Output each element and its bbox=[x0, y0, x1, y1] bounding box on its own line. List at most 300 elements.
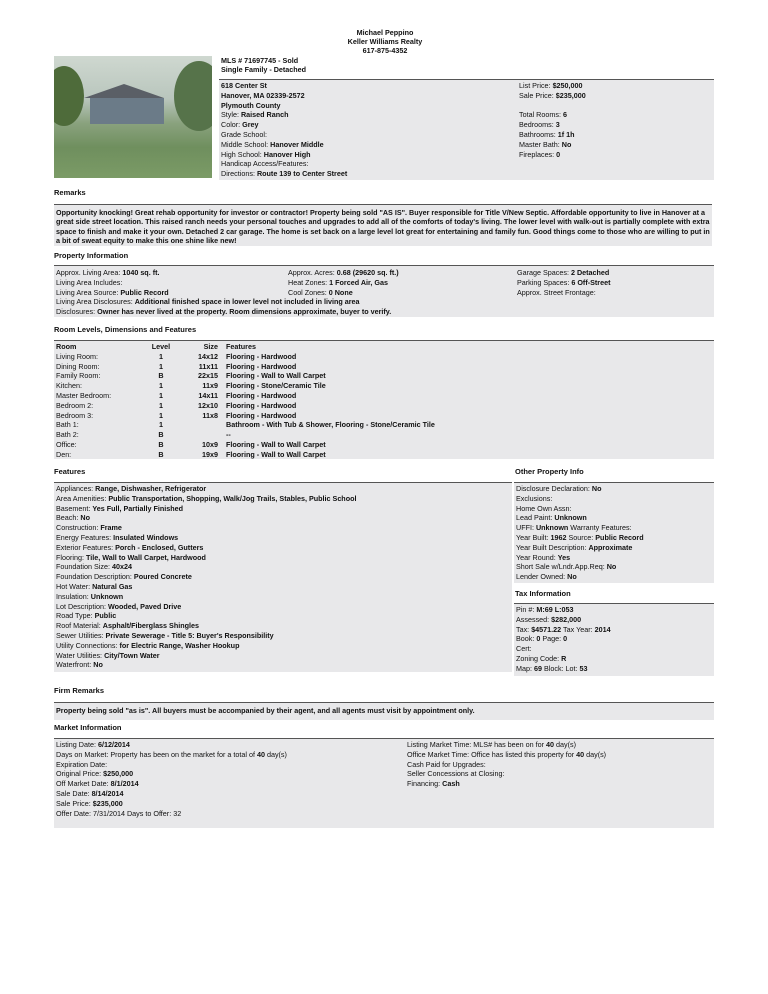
property-info-row bbox=[56, 297, 391, 307]
rooms-table-wrap bbox=[56, 342, 435, 460]
other-info-label: Year Round: bbox=[516, 552, 558, 562]
address-street: 618 Center St bbox=[221, 81, 267, 90]
other-info-row bbox=[516, 533, 644, 543]
room-size: 10x9 bbox=[202, 439, 218, 449]
detail-row bbox=[221, 169, 347, 179]
market-info-label: Days on Market: Property has been on the market for a total of bbox=[56, 749, 257, 759]
property-info-heading: Property Information bbox=[54, 251, 129, 260]
property-info-value: Public Record bbox=[120, 287, 169, 297]
market-info-label: Listing Market Time: MLS# has been on for bbox=[407, 740, 547, 749]
feature-row bbox=[56, 660, 356, 670]
detail-row bbox=[221, 130, 347, 140]
other-info-label: Year Built: bbox=[516, 532, 551, 542]
price-value: $235,000 bbox=[555, 90, 586, 100]
count-value: 3 bbox=[555, 120, 560, 130]
room-level: 1 bbox=[159, 381, 163, 391]
market-info-right bbox=[407, 740, 606, 789]
room-level: B bbox=[158, 430, 164, 440]
tax-info-list bbox=[516, 605, 611, 674]
tax-info-value: $282,000 bbox=[551, 614, 582, 624]
tax-info-row bbox=[516, 634, 611, 644]
room-size: 14x11 bbox=[198, 390, 218, 400]
other-info-value: Yes bbox=[557, 552, 571, 562]
room-features: Bathroom - With Tub & Shower, Flooring - Stone/Ceramic Tile bbox=[226, 420, 435, 430]
feature-value: Wooded, Paved Drive bbox=[107, 601, 182, 611]
count-label: Bedrooms: bbox=[519, 120, 556, 130]
property-info-label: Approx. Living Area: bbox=[56, 268, 123, 277]
property-info-value: 0 None bbox=[328, 287, 353, 297]
detail-value: Hanover High bbox=[263, 149, 311, 159]
features-list bbox=[56, 484, 356, 670]
listing-type: Single Family - Detached bbox=[221, 65, 307, 74]
address-city: Hanover, MA 02339-2572 bbox=[221, 90, 305, 100]
feature-value: Frame bbox=[100, 523, 122, 533]
feature-row bbox=[56, 513, 356, 523]
tax-info-label: Tax: bbox=[516, 624, 532, 634]
room-features: Flooring - Wall to Wall Carpet bbox=[226, 449, 326, 459]
feature-row bbox=[56, 562, 356, 572]
room-level: B bbox=[158, 449, 164, 459]
market-info-value: Cash bbox=[442, 779, 460, 789]
property-info-col2 bbox=[288, 268, 399, 297]
tax-info-row bbox=[516, 654, 611, 664]
agent-company: Keller Williams Realty bbox=[347, 37, 423, 46]
market-info-suffix: day(s) bbox=[584, 749, 607, 759]
other-info-row bbox=[516, 513, 644, 523]
count-label: Fireplaces: bbox=[519, 149, 557, 159]
feature-value: Tile, Wall to Wall Carpet, Hardwood bbox=[85, 552, 206, 562]
feature-label: Sewer Utilities: bbox=[56, 630, 106, 640]
room-row bbox=[56, 430, 435, 440]
details-list bbox=[221, 110, 347, 179]
market-info-suffix: day(s) bbox=[554, 740, 576, 749]
feature-row bbox=[56, 641, 356, 651]
market-info-label: Financing: bbox=[407, 779, 443, 789]
feature-label: Basement: bbox=[56, 503, 93, 513]
feature-row bbox=[56, 533, 356, 543]
room-level: 1 bbox=[159, 420, 163, 430]
room-features: Flooring - Hardwood bbox=[226, 410, 297, 420]
agent-name: Michael Peppino bbox=[356, 28, 414, 37]
room-name: Master Bedroom: bbox=[56, 390, 112, 400]
count-value: 6 bbox=[562, 110, 567, 120]
count-row bbox=[519, 120, 586, 130]
feature-row bbox=[56, 621, 356, 631]
tax-info-value: M:69 L:053 bbox=[536, 605, 574, 614]
other-info-value: Approximate bbox=[588, 542, 633, 552]
room-size: 12x10 bbox=[198, 400, 218, 410]
market-info-row bbox=[407, 779, 606, 789]
room-name: Office: bbox=[56, 439, 77, 449]
room-name: Family Room: bbox=[56, 371, 101, 381]
room-size: 19x9 bbox=[202, 449, 218, 459]
feature-label: Roof Material: bbox=[56, 621, 103, 631]
tax-info-value: R bbox=[561, 653, 567, 663]
tax-info-value: 69 bbox=[533, 663, 542, 673]
room-row bbox=[56, 440, 435, 450]
tax-info-value: 0 bbox=[563, 634, 568, 644]
mls-number: MLS # 71697745 - Sold bbox=[221, 56, 299, 65]
room-name: Kitchen: bbox=[56, 381, 82, 391]
room-features: Flooring - Hardwood bbox=[226, 351, 297, 361]
other-info-label: Warranty Features: bbox=[568, 523, 632, 533]
room-row bbox=[56, 381, 435, 391]
market-info-label: Original Price: bbox=[56, 769, 104, 779]
market-info-heading: Market Information bbox=[54, 723, 122, 732]
market-info-row bbox=[56, 779, 287, 789]
property-info-value: 2 Detached bbox=[570, 268, 610, 277]
market-info-label: Expiration Date: bbox=[56, 759, 108, 769]
counts-list bbox=[519, 110, 586, 159]
market-info-row bbox=[56, 809, 287, 819]
remarks-text: Opportunity knocking! Great rehab opportunity for investor or contractor! Property being sold "AS IS". Buyer responsible for Title V/New Septic. Affordable opportunity to live in Hanover at a great side street location. This raised ranch needs your personal touches and upgrades to add all of the comforts of today's living. The lower level with walk-out is partially complete with extra space to finish and make it your own. Detached 2 car garage. The home is set back on a large level lot great for entertaining and family fun. Good things come to those who are willing to put in a bit of sweat equity to make this one shine like new! bbox=[54, 204, 712, 246]
room-features: Flooring - Hardwood bbox=[226, 361, 297, 371]
price-value: $250,000 bbox=[552, 81, 583, 90]
property-info-label: Garage Spaces: bbox=[517, 268, 571, 277]
rooms-col-size: Size bbox=[203, 342, 218, 351]
property-info-row bbox=[56, 278, 169, 288]
room-size: 11x11 bbox=[198, 361, 218, 371]
other-info-value: No bbox=[591, 484, 602, 493]
feature-row bbox=[56, 523, 356, 533]
tax-info-value: 2014 bbox=[594, 624, 611, 634]
market-info-row bbox=[56, 750, 287, 760]
tax-info-label: Page: bbox=[540, 634, 564, 644]
room-row bbox=[56, 411, 435, 421]
price-block bbox=[519, 81, 586, 159]
tax-info-label: Zoning Code: bbox=[516, 653, 562, 663]
feature-row bbox=[56, 611, 356, 621]
room-name: Living Room: bbox=[56, 351, 98, 361]
room-row bbox=[56, 391, 435, 401]
feature-value: Poured Concrete bbox=[133, 572, 192, 582]
room-row bbox=[56, 371, 435, 381]
feature-label: Appliances: bbox=[56, 484, 96, 493]
property-info-row bbox=[288, 288, 399, 298]
property-info-label: Approx. Street Frontage: bbox=[517, 287, 596, 297]
room-row bbox=[56, 420, 435, 430]
market-info-label: Seller Concessions at Closing: bbox=[407, 769, 505, 779]
feature-row bbox=[56, 504, 356, 514]
other-info-value: Unknown bbox=[554, 513, 587, 523]
rooms-col-level: Level bbox=[151, 342, 171, 351]
other-info-value: No bbox=[606, 562, 617, 572]
market-info-value: $250,000 bbox=[103, 769, 134, 779]
market-info-row bbox=[407, 760, 606, 770]
market-info-row bbox=[56, 789, 287, 799]
feature-row bbox=[56, 494, 356, 504]
detail-label: Handicap Access/Features: bbox=[221, 159, 309, 169]
property-info-value: 1 Forced Air, Gas bbox=[329, 277, 389, 287]
market-info-label: Listing Date: bbox=[56, 740, 98, 749]
price-label: Sale Price: bbox=[519, 90, 556, 100]
market-info-label: Offer Date: 7/31/2014 Days to Offer: 32 bbox=[56, 808, 182, 818]
other-info-value: 1962 bbox=[550, 532, 567, 542]
market-info-value: 6/12/2014 bbox=[97, 740, 130, 749]
rooms-table bbox=[56, 342, 435, 460]
count-value: 1f 1h bbox=[557, 129, 575, 139]
room-name: Dining Room: bbox=[56, 361, 100, 371]
tax-info-value: $4571.22 bbox=[531, 624, 562, 634]
room-features: Flooring - Wall to Wall Carpet bbox=[226, 371, 326, 381]
room-level: B bbox=[158, 371, 164, 381]
room-level: 1 bbox=[159, 361, 163, 371]
feature-row bbox=[56, 572, 356, 582]
property-info-row bbox=[56, 307, 391, 317]
other-info-label: Exclusions: bbox=[516, 493, 553, 503]
room-size bbox=[174, 420, 226, 430]
other-info-row bbox=[516, 543, 644, 553]
other-info-value: Public Record bbox=[595, 532, 644, 542]
tax-info-label: Book: bbox=[516, 634, 537, 644]
detail-value: Raised Ranch bbox=[240, 110, 289, 120]
other-info-label: UFFI: bbox=[516, 523, 536, 533]
other-info-row bbox=[516, 484, 644, 494]
property-info-row bbox=[56, 288, 169, 298]
rooms-col-features: Features bbox=[226, 342, 256, 351]
market-info-value: 40 bbox=[256, 749, 265, 759]
market-info-row bbox=[56, 799, 287, 809]
market-info-label: Sale Price: bbox=[56, 798, 93, 808]
feature-label: Insulation: bbox=[56, 591, 91, 601]
feature-value: City/Town Water bbox=[104, 650, 160, 660]
property-info-row bbox=[517, 288, 610, 298]
property-info-row bbox=[517, 278, 610, 288]
room-size: 22x15 bbox=[198, 371, 218, 381]
feature-value: Natural Gas bbox=[92, 581, 133, 591]
property-info-value: Additional finished space in lower level not included in living area bbox=[134, 297, 360, 306]
tax-info-label: Tax Year: bbox=[561, 624, 595, 634]
tax-info-heading: Tax Information bbox=[515, 589, 571, 598]
count-row bbox=[519, 140, 586, 150]
market-info-row bbox=[56, 740, 287, 750]
tax-info-row bbox=[516, 644, 611, 654]
feature-row bbox=[56, 592, 356, 602]
market-info-label: Sale Date: bbox=[56, 788, 92, 798]
property-info-row bbox=[288, 268, 399, 278]
tax-info-row bbox=[516, 605, 611, 615]
feature-label: Beach: bbox=[56, 513, 81, 523]
tax-info-row bbox=[516, 625, 611, 635]
property-info-row bbox=[56, 268, 169, 278]
listing-header bbox=[221, 56, 306, 74]
feature-value: Range, Dishwasher, Refrigerator bbox=[95, 484, 207, 493]
rooms-header-row bbox=[56, 342, 435, 352]
property-info-value: 0.68 (29620 sq. ft.) bbox=[336, 268, 399, 277]
rooms-col-room: Room bbox=[56, 342, 77, 351]
property-info-label: Parking Spaces: bbox=[517, 277, 572, 287]
other-info-value: No bbox=[567, 572, 577, 582]
feature-value: 40x24 bbox=[111, 562, 132, 572]
market-info-label: Office Market Time: Office has listed this property for bbox=[407, 749, 577, 759]
feature-label: Waterfront: bbox=[56, 660, 94, 670]
property-info-value: Owner has never lived at the property. Room dimensions approximate, buyer to verify. bbox=[97, 306, 392, 316]
feature-value: Porch - Enclosed, Gutters bbox=[115, 542, 204, 552]
room-name: Bedroom 3: bbox=[56, 410, 94, 420]
feature-row bbox=[56, 631, 356, 641]
other-info-label: Disclosure Declaration: bbox=[516, 484, 592, 493]
agent-phone: 617-875-4352 bbox=[362, 46, 408, 55]
room-size: 11x9 bbox=[202, 381, 218, 391]
property-info-col1 bbox=[56, 268, 169, 297]
other-info-label: Home Own Assn: bbox=[516, 503, 572, 513]
room-size: 14x12 bbox=[198, 351, 218, 361]
count-label: Master Bath: bbox=[519, 139, 562, 149]
feature-value: Private Sewerage - Title 5: Buyer's Responsibility bbox=[105, 630, 274, 640]
count-label: Bathrooms: bbox=[519, 129, 558, 139]
property-photo bbox=[54, 56, 212, 178]
room-level: B bbox=[158, 439, 164, 449]
room-level: 1 bbox=[159, 390, 163, 400]
feature-row bbox=[56, 602, 356, 612]
other-info-list bbox=[516, 484, 644, 582]
room-level: 1 bbox=[159, 351, 163, 361]
room-name: Den: bbox=[56, 449, 72, 459]
room-row bbox=[56, 362, 435, 372]
room-size bbox=[174, 430, 226, 440]
market-info-value: 8/1/2014 bbox=[110, 779, 139, 789]
feature-label: Energy Features: bbox=[56, 532, 114, 542]
other-info-value: Unknown bbox=[535, 523, 569, 533]
room-row bbox=[56, 450, 435, 460]
count-row bbox=[519, 110, 586, 120]
feature-row bbox=[56, 553, 356, 563]
feature-value: Public bbox=[94, 611, 117, 621]
market-info-row bbox=[56, 760, 287, 770]
property-info-disclosures bbox=[56, 297, 391, 317]
property-info-value: 1040 sq. ft. bbox=[122, 268, 160, 277]
rooms-heading: Room Levels, Dimensions and Features bbox=[54, 325, 197, 334]
property-info-label: Approx. Acres: bbox=[288, 268, 337, 277]
price-row bbox=[519, 91, 586, 101]
remarks-heading: Remarks bbox=[54, 188, 86, 197]
detail-label: Style: bbox=[221, 110, 241, 120]
other-info-label: Lender Owned: bbox=[516, 572, 568, 582]
room-name: Bath 1: bbox=[56, 420, 79, 430]
feature-label: Hot Water: bbox=[56, 581, 93, 591]
feature-label: Foundation Size: bbox=[56, 562, 112, 572]
property-info-value: 6 Off-Street bbox=[571, 277, 611, 287]
detail-label: Grade School: bbox=[221, 129, 267, 139]
other-info-label: Year Built Description: bbox=[516, 542, 589, 552]
market-info-label: Cash Paid for Upgrades: bbox=[407, 759, 486, 769]
firm-remarks-heading: Firm Remarks bbox=[54, 686, 105, 695]
room-features: Flooring - Stone/Ceramic Tile bbox=[226, 381, 326, 391]
detail-label: Middle School: bbox=[221, 139, 271, 149]
feature-label: Exterior Features: bbox=[56, 542, 116, 552]
property-info-label: Living Area Includes: bbox=[56, 277, 123, 287]
room-row bbox=[56, 352, 435, 362]
feature-row bbox=[56, 484, 356, 494]
market-info-row bbox=[407, 769, 606, 779]
room-features: Flooring - Hardwood bbox=[226, 390, 297, 400]
other-info-heading: Other Property Info bbox=[515, 467, 584, 476]
feature-value: No bbox=[93, 660, 103, 670]
other-info-row bbox=[516, 562, 644, 572]
count-row bbox=[519, 150, 586, 160]
other-info-label: Source: bbox=[566, 532, 596, 542]
detail-value: Grey bbox=[242, 120, 259, 130]
market-info-row bbox=[407, 750, 606, 760]
count-row bbox=[519, 130, 586, 140]
detail-row bbox=[221, 140, 347, 150]
market-info-suffix: day(s) bbox=[264, 749, 287, 759]
detail-row bbox=[221, 159, 347, 169]
tax-info-label: Assessed: bbox=[516, 614, 552, 624]
property-info-label: Living Area Source: bbox=[56, 287, 121, 297]
feature-row bbox=[56, 582, 356, 592]
market-info-row bbox=[407, 740, 606, 750]
feature-value: Public Transportation, Shopping, Walk/Jog Trails, Stables, Public School bbox=[108, 493, 357, 503]
detail-label: Directions: bbox=[221, 169, 257, 179]
feature-label: Utility Connections: bbox=[56, 640, 120, 650]
property-info-col3 bbox=[517, 268, 610, 297]
market-info-value: 8/14/2014 bbox=[91, 788, 124, 798]
tax-info-label: Map: bbox=[516, 663, 534, 673]
market-info-value: $235,000 bbox=[92, 798, 123, 808]
tax-info-value: 0 bbox=[536, 634, 541, 644]
price-row bbox=[519, 81, 586, 91]
property-info-row bbox=[517, 268, 610, 278]
address-block bbox=[221, 81, 347, 179]
feature-row bbox=[56, 543, 356, 553]
room-features: -- bbox=[226, 430, 231, 440]
other-info-row bbox=[516, 494, 644, 504]
features-heading: Features bbox=[54, 467, 86, 476]
feature-label: Road Type: bbox=[56, 611, 95, 621]
prices-list bbox=[519, 81, 586, 101]
market-info-value: 40 bbox=[546, 740, 555, 749]
tax-info-row bbox=[516, 664, 611, 674]
property-info-label: Cool Zones: bbox=[288, 287, 329, 297]
feature-label: Area Amenities: bbox=[56, 493, 109, 503]
feature-value: No bbox=[80, 513, 90, 523]
tax-info-value: 53 bbox=[579, 663, 588, 673]
property-info-row bbox=[288, 278, 399, 288]
feature-label: Water Utilities: bbox=[56, 650, 105, 660]
room-size: 11x8 bbox=[202, 410, 218, 420]
feature-value: Asphalt/Fiberglass Shingles bbox=[102, 621, 200, 631]
feature-label: Construction: bbox=[56, 523, 101, 533]
room-level: 1 bbox=[159, 410, 163, 420]
feature-value: for Electric Range, Washer Hookup bbox=[119, 640, 240, 650]
count-label: Total Rooms: bbox=[519, 110, 563, 120]
detail-value: Route 139 to Center Street bbox=[256, 169, 348, 179]
other-info-row bbox=[516, 572, 644, 582]
firm-remarks-text: Property being sold "as is". All buyers must be accompanied by their agent, and all agents must visit by appointment only. bbox=[54, 702, 714, 720]
property-info-label: Living Area Disclosures: bbox=[56, 297, 135, 306]
detail-label: High School: bbox=[221, 149, 264, 159]
tax-info-row bbox=[516, 615, 611, 625]
other-info-row bbox=[516, 523, 644, 533]
market-info-value: 40 bbox=[576, 749, 585, 759]
count-value: 0 bbox=[556, 149, 561, 159]
tax-info-label: Block: Lot: bbox=[541, 663, 580, 673]
other-info-row bbox=[516, 553, 644, 563]
price-label: List Price: bbox=[519, 81, 553, 90]
market-info-row bbox=[56, 769, 287, 779]
room-row bbox=[56, 401, 435, 411]
market-info-left bbox=[56, 740, 287, 818]
feature-value: Yes Full, Partially Finished bbox=[92, 503, 184, 513]
room-level: 1 bbox=[159, 400, 163, 410]
detail-label: Color: bbox=[221, 120, 243, 130]
feature-label: Lot Description: bbox=[56, 601, 108, 611]
detail-row bbox=[221, 120, 347, 130]
room-name: Bath 2: bbox=[56, 430, 79, 440]
address-county: Plymouth County bbox=[221, 100, 281, 110]
detail-row bbox=[221, 150, 347, 160]
